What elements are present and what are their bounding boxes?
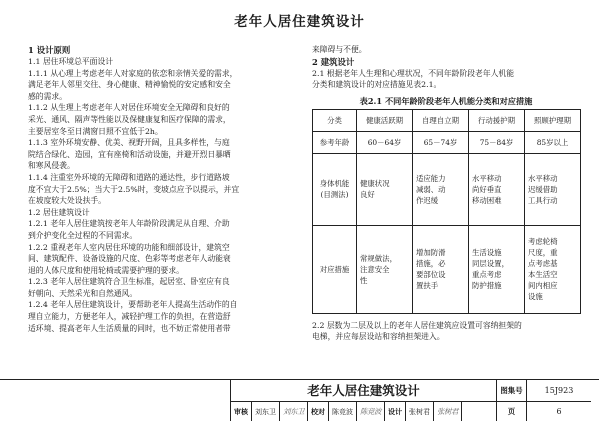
table-cell [413,225,469,313]
table-cell-text: 60－64岁 [367,137,402,147]
right-intro-text [312,44,580,91]
text-line: 退的人体尺度和使用轮椅或需要护理的要求。 [28,265,184,275]
text-line: 感的需求。 [28,91,67,101]
table-cell-text: 健康状况 良好 [360,179,390,200]
text-line: 1.1.1 从心理上考虑老年人对家庭的依恋和亲情关爱的需求， [28,68,238,78]
table-header-cell: 照顾护理期 [525,109,581,131]
text-line: 2.2 层数为二层及以上的老年人居住建筑应设置可容纳担架的 [312,320,522,330]
table-row-label-text: 对应措施 [319,264,350,274]
signatory-name: 张树君 [406,402,434,421]
text-line: 2.1 根据老年人生理和心理状况，不同年龄阶段老年人机能 [312,68,515,78]
text-line: 1.1 居住环境总平面设计 [28,57,114,66]
title-block-main [230,380,590,421]
table-cell [413,153,469,225]
handwritten-signature: 张树君 [434,402,462,421]
text-line: 1.2.2 重视老年人室内居住环境的功能和细部设计，建筑空 [28,242,230,252]
text-line: 理自立能力，方便老年人，减轻护理工作的负担，在营造舒 [28,312,231,322]
text-line: 来障碍与不便。 [312,45,367,54]
table-cell [469,153,525,225]
signatory-name: 刘东卫 [252,402,280,421]
text-line: 在坡度较大处设扶手。 [28,196,106,206]
text-line: 和寒风侵袭。 [28,161,75,171]
text-line: 间、建筑配件、设备设施的尺度、色彩等考虑老年人动能衰 [28,254,231,264]
text-line: 1.1.2 从生理上考虑老年人对居住环境安全无障碍和良好的 [28,103,230,113]
table-cell-text: 生活设施 同层设置， 重点考虑 防护措施 [472,248,509,291]
text-line: 适环境、提高老年人生活质量的同时，也不妨正常使用者带 [28,323,231,333]
table-row-label [313,153,357,225]
drawing-name: 老年人居住建筑设计 [231,380,496,402]
age-function-table [312,109,581,314]
signatory-name: 陈竞波 [329,402,357,421]
signature-role-label: 审核 [231,402,252,421]
table-row [313,153,581,225]
text-line: 1.1.4 注重室外环境的无障碍和道路的通达性，步行道路坡 [28,172,230,182]
table-cell [357,153,413,225]
text-line: 主要居室冬至日满窗日照不宜低于2h。 [28,126,163,136]
table-cell [525,131,581,153]
table-header-cell: 分类 [313,109,357,131]
table-cell [357,131,413,153]
table-cell-text: 考虑轮椅 尺度，重 点考虑基 本生活空 间内相应 设施 [528,237,558,302]
atlas-number-label: 图集号 [496,380,526,402]
table-cell [357,225,413,313]
text-line: 1.2.3 老年人居住建筑符合卫生标准，起居室、卧室应有良 [28,277,230,287]
handwritten-signature: 陈竞波 [357,402,385,421]
left-column [28,44,308,334]
table-cell-text: 增加防滑 措施，必 要部位设 置扶手 [416,248,446,291]
table-header-row [313,109,581,131]
page-title: 老年人居住建筑设计 [234,14,365,30]
table-cell-text: 水平移动 迟缓借助 工具行动 [528,173,558,205]
table-row-label [313,131,357,153]
table-cell-text: 适应能力 减弱、动 作迟缓 [416,173,446,205]
table-header-cell: 健康活跃期 [357,109,413,131]
table-row [313,225,581,313]
table-cell [525,153,581,225]
text-line: 1.1.3 室外环境安静、优美、视野开阔，且具多样性，与庭 [28,138,230,148]
text-line: 1.2 居住建筑设计 [28,207,90,217]
table-row [313,131,581,153]
table-row-label-text: 身体机能 (目测法) [319,179,350,200]
table-header-cell: 自理自立期 [413,109,469,131]
text-line: 采光、通风、隔声等性能以及保健康复和医疗保障的需求， [28,114,231,124]
text-line: 分类和建筑设计的对应措施见表2.1。 [312,80,442,90]
right-column [312,44,580,343]
table-header-cell: 行动援护期 [469,109,525,131]
text-line: 电梯，并应每层设站和容纳担架进入。 [312,332,445,342]
table-caption: 表2.1 不同年龄阶段老年人机能分类和对应措施 [359,95,533,106]
table-cell-text: 85岁以上 [536,137,569,147]
table-cell-text: 75－84岁 [479,137,514,147]
text-line: 度不宜大于2.5%；当大于2.5%时，变坡点应予以提示，并宜 [28,184,240,194]
title-block [0,379,599,421]
table-cell-text: 水平移动 尚好垂直 移动困难 [472,173,502,205]
section-heading: 2 建筑设计 [312,56,355,67]
signature-role-label: 设计 [385,402,406,421]
table-row-label-text: 参考年龄 [319,137,350,147]
text-line: 好朝向、天然采光和自然通风。 [28,288,138,298]
table-cell [469,131,525,153]
handwritten-signature: 刘东卫 [280,402,308,421]
text-line: 1.2.4 老年人居住建筑设计，要帮助老年人提高生活动作的自 [28,300,238,310]
table-row-label [313,225,357,313]
page-number: 6 [526,402,591,421]
text-line: 院结合绿化、造园，宜有座椅和活动设施，并避开烈日暴晒 [28,149,231,159]
signature-row [231,402,496,421]
table-cell [469,225,525,313]
table-cell-text: 常规做法， 注意安全 性 [360,253,397,285]
right-closing-text [312,320,580,343]
table-cell [525,225,581,313]
text-line: 到介护变化全过程的不同需求。 [28,230,138,240]
table-cell-text: 65－74岁 [423,137,458,147]
text-line: 满足老年人邻里交往、身心健康、精神愉悦的安定感和安全 [28,80,231,90]
signature-role-label: 校对 [308,402,329,421]
table-cell [413,131,469,153]
page-label: 页 [496,402,526,421]
atlas-number: 15J923 [526,380,591,402]
section-heading: 1 设计原则 [28,45,71,55]
text-line: 1.2.1 老年人居住建筑按老年人年龄阶段满足从自理、介助 [28,219,230,229]
